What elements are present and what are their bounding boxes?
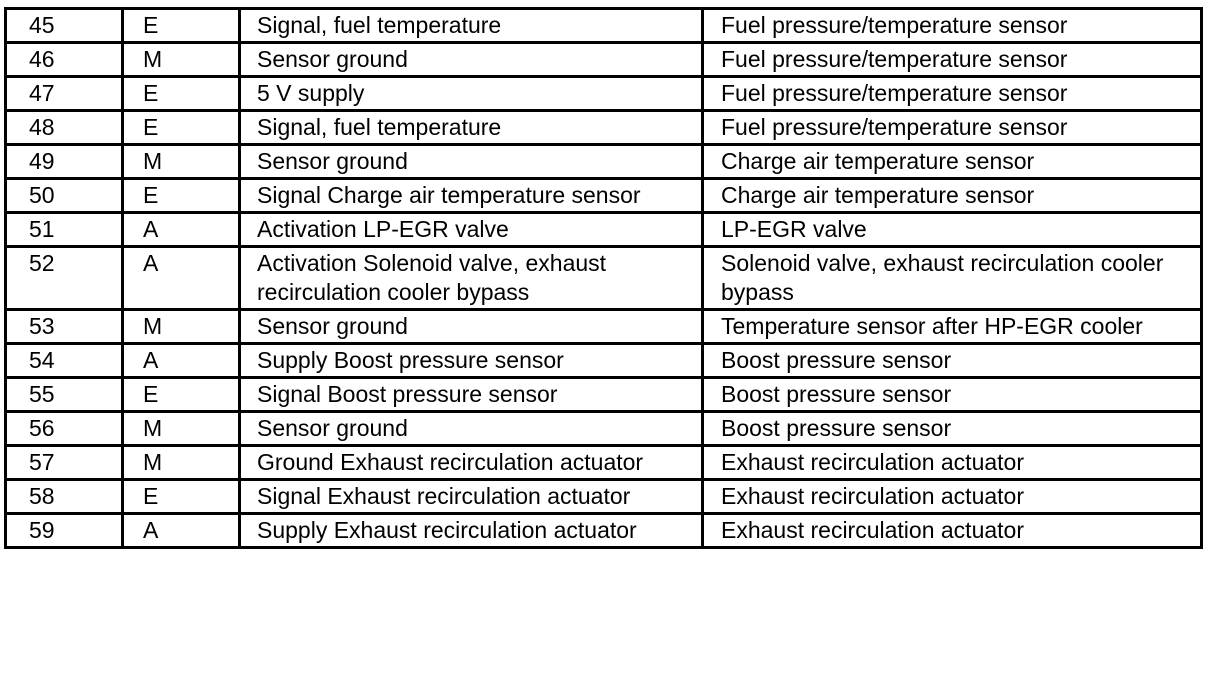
- component-cell: Boost pressure sensor: [703, 378, 1202, 412]
- function-cell: 5 V supply: [240, 77, 703, 111]
- table-row: [6, 247, 1202, 310]
- table-row: [6, 514, 1202, 548]
- table-row: [6, 378, 1202, 412]
- function-cell: Signal Exhaust recirculation actuator: [240, 480, 703, 514]
- signal-type-cell: M: [123, 43, 240, 77]
- pin-number-cell: 56: [6, 412, 123, 446]
- pin-number-cell: 47: [6, 77, 123, 111]
- component-cell: Fuel pressure/temperature sensor: [703, 43, 1202, 77]
- table-row: [6, 213, 1202, 247]
- signal-type-cell: E: [123, 77, 240, 111]
- component-cell: Fuel pressure/temperature sensor: [703, 77, 1202, 111]
- component-cell: Boost pressure sensor: [703, 412, 1202, 446]
- pin-table-body: [6, 9, 1202, 548]
- function-cell: Signal Boost pressure sensor: [240, 378, 703, 412]
- function-cell: Sensor ground: [240, 43, 703, 77]
- signal-type-cell: E: [123, 9, 240, 43]
- table-row: [6, 145, 1202, 179]
- component-cell: Charge air temperature sensor: [703, 145, 1202, 179]
- table-row: [6, 344, 1202, 378]
- pin-number-cell: 59: [6, 514, 123, 548]
- component-cell: LP-EGR valve: [703, 213, 1202, 247]
- component-cell: Charge air temperature sensor: [703, 179, 1202, 213]
- pin-number-cell: 57: [6, 446, 123, 480]
- table-row: [6, 77, 1202, 111]
- function-cell: Activation LP-EGR valve: [240, 213, 703, 247]
- pin-number-cell: 50: [6, 179, 123, 213]
- component-cell: Temperature sensor after HP-EGR cooler: [703, 310, 1202, 344]
- signal-type-cell: A: [123, 514, 240, 548]
- function-cell: Supply Exhaust recirculation actuator: [240, 514, 703, 548]
- signal-type-cell: M: [123, 412, 240, 446]
- table-row: [6, 412, 1202, 446]
- pin-number-cell: 54: [6, 344, 123, 378]
- pin-number-cell: 52: [6, 247, 123, 310]
- component-cell: Solenoid valve, exhaust recirculation cooler bypass: [703, 247, 1202, 310]
- table-row: [6, 446, 1202, 480]
- pin-number-cell: 53: [6, 310, 123, 344]
- function-cell: Sensor ground: [240, 310, 703, 344]
- component-cell: Fuel pressure/temperature sensor: [703, 9, 1202, 43]
- signal-type-cell: A: [123, 213, 240, 247]
- table-row: [6, 480, 1202, 514]
- table-row: [6, 179, 1202, 213]
- function-cell: Signal Charge air temperature sensor: [240, 179, 703, 213]
- table-row: [6, 9, 1202, 43]
- component-cell: Exhaust recirculation actuator: [703, 480, 1202, 514]
- signal-type-cell: A: [123, 247, 240, 310]
- pin-number-cell: 51: [6, 213, 123, 247]
- signal-type-cell: E: [123, 378, 240, 412]
- function-cell: Supply Boost pressure sensor: [240, 344, 703, 378]
- table-row: [6, 43, 1202, 77]
- function-cell: Activation Solenoid valve, exhaust recirculation cooler bypass: [240, 247, 703, 310]
- signal-type-cell: E: [123, 179, 240, 213]
- signal-type-cell: M: [123, 446, 240, 480]
- pin-number-cell: 45: [6, 9, 123, 43]
- function-cell: Sensor ground: [240, 145, 703, 179]
- component-cell: Boost pressure sensor: [703, 344, 1202, 378]
- function-cell: Ground Exhaust recirculation actuator: [240, 446, 703, 480]
- pin-number-cell: 48: [6, 111, 123, 145]
- signal-type-cell: M: [123, 145, 240, 179]
- pin-assignment-table: [4, 7, 1203, 549]
- signal-type-cell: E: [123, 480, 240, 514]
- pin-number-cell: 58: [6, 480, 123, 514]
- signal-type-cell: M: [123, 310, 240, 344]
- signal-type-cell: A: [123, 344, 240, 378]
- component-cell: Exhaust recirculation actuator: [703, 446, 1202, 480]
- function-cell: Signal, fuel temperature: [240, 111, 703, 145]
- pin-number-cell: 49: [6, 145, 123, 179]
- function-cell: Sensor ground: [240, 412, 703, 446]
- function-cell: Signal, fuel temperature: [240, 9, 703, 43]
- pin-number-cell: 46: [6, 43, 123, 77]
- component-cell: Fuel pressure/temperature sensor: [703, 111, 1202, 145]
- table-row: [6, 111, 1202, 145]
- signal-type-cell: E: [123, 111, 240, 145]
- table-row: [6, 310, 1202, 344]
- component-cell: Exhaust recirculation actuator: [703, 514, 1202, 548]
- pin-number-cell: 55: [6, 378, 123, 412]
